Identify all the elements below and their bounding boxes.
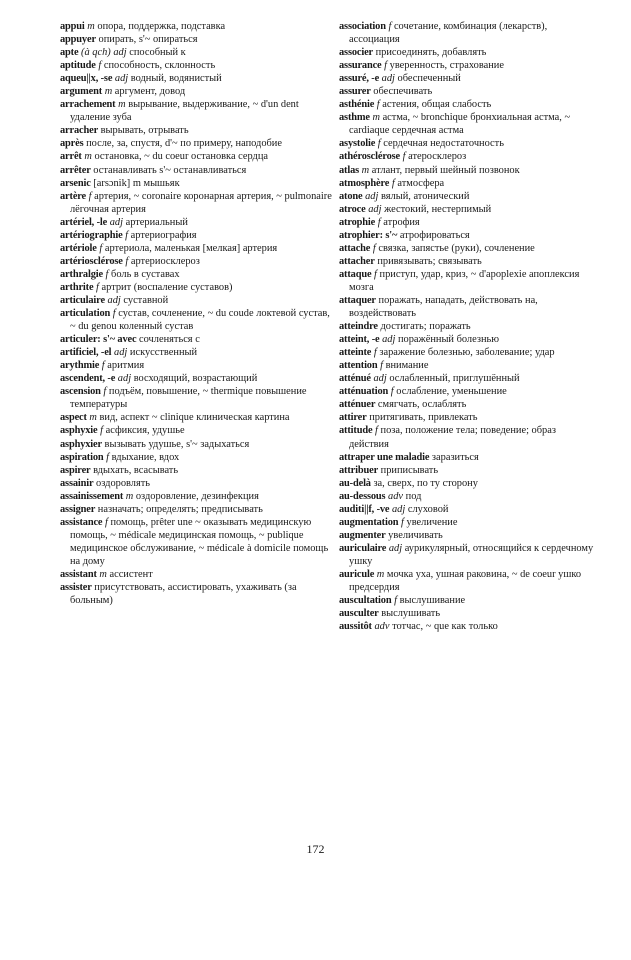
headword: au-delà [339, 477, 371, 489]
headword: artériographie [60, 229, 123, 241]
grammar-label: f [375, 216, 381, 228]
translation: ослабленный, приглушённый [386, 373, 520, 385]
headword: attaquer [339, 294, 376, 306]
translation: поражать, нападать, действовать на, воздействовать [349, 294, 538, 320]
headword: attacher [339, 255, 375, 267]
translation: уверенность, страхование [387, 60, 504, 72]
headword: argument [60, 86, 103, 98]
headword: arrachement [60, 99, 116, 111]
dictionary-entry [60, 281, 332, 294]
grammar-label: m [123, 490, 134, 502]
translation: выслушивать [378, 608, 441, 620]
grammar-label: m [102, 86, 113, 98]
dictionary-entry [339, 85, 595, 98]
grammar-label: adj [107, 216, 123, 228]
dictionary-entry [60, 124, 332, 137]
headword: arracher [60, 125, 99, 137]
grammar-label: adv [385, 490, 404, 502]
grammar-label: adj [389, 503, 406, 515]
translation: присутствовать, ассистировать, ухаживать (за больным) [70, 582, 297, 607]
dictionary-entry [60, 464, 332, 477]
translation: оздоровление, дезинфекция [133, 490, 259, 502]
headword: attention [339, 360, 378, 372]
dictionary-entry [339, 59, 595, 72]
page-number: 172 [306, 842, 325, 856]
headword: atteint, -e [339, 334, 380, 346]
headword: auricule [339, 568, 375, 580]
dictionary-entry [339, 242, 595, 255]
dictionary-entry [339, 111, 595, 137]
headword: au-dessous [339, 490, 386, 502]
headword: arrêt [60, 151, 82, 163]
dictionary-entry [339, 190, 595, 203]
dictionary-entry [60, 411, 332, 424]
translation: аритмия [104, 360, 145, 372]
headword: artériel, -le [60, 216, 108, 228]
grammar-label: f [122, 229, 129, 241]
translation: назначать; определять; предписывать [95, 503, 263, 515]
translation: атмосфера [394, 177, 445, 189]
dictionary-entry [339, 164, 595, 177]
dictionary-entry [60, 150, 332, 163]
headword: aspiration [60, 451, 104, 463]
dictionary-entry [339, 150, 595, 163]
dictionary-entry [60, 503, 332, 516]
translation: атрофия [380, 216, 420, 228]
right-column [339, 20, 595, 633]
translation: приписывать [378, 464, 439, 476]
translation: вырывать, отрывать [98, 125, 189, 137]
grammar-label: f [389, 177, 395, 189]
translation: вызывать удушье, s'~ задыхаться [101, 438, 250, 450]
translation: обеспечивать [370, 86, 433, 98]
translation: аргумент, довод [112, 86, 186, 98]
translation: опора, поддержка, подставка [94, 21, 226, 32]
translation: вырывание, выдерживание, ~ d'un dent удаление зуба [70, 99, 299, 124]
headword: atténué [339, 373, 371, 385]
translation: опирать, s'~ опираться [95, 34, 198, 46]
translation: сустав, сочленение, ~ du coude локтевой сустав, ~ du genou коленный сустав [70, 308, 330, 333]
dictionary-entry [339, 477, 595, 490]
dictionary-entry [60, 490, 332, 503]
dictionary-entry [339, 424, 595, 450]
translation: обеспеченный [394, 73, 461, 85]
grammar-label: adj [112, 73, 129, 85]
dictionary-entry [339, 542, 595, 568]
translation: под [403, 490, 422, 502]
headword: athérosclérose [339, 151, 400, 163]
grammar-label: m [115, 99, 126, 111]
translation: оздоровлять [93, 477, 151, 489]
headword: augmenter [339, 529, 386, 541]
headword: attirer [339, 412, 367, 424]
dictionary-entry [60, 307, 332, 333]
grammar-label: adj [370, 373, 387, 385]
headword: attache [339, 242, 371, 254]
translation: слуховой [405, 503, 449, 515]
dictionary-entry [60, 438, 332, 451]
headword: articulaire [60, 294, 105, 306]
headword: auriculaire [339, 542, 387, 554]
grammar-label: f [388, 386, 394, 398]
headword: associer [339, 47, 374, 59]
dictionary-entry [339, 20, 595, 46]
grammar-label: m [359, 164, 370, 176]
translation: за, сверх, по ту сторону [370, 477, 478, 489]
headword: augmentation [339, 516, 399, 528]
dictionary-entry [339, 385, 595, 398]
headword: atténuer [339, 399, 376, 411]
headword: atlas [339, 164, 360, 176]
dictionary-entry [60, 294, 332, 307]
dictionary-entry [339, 46, 595, 59]
dictionary-entry [339, 268, 595, 294]
translation: [arsɔnik] m мышьяк [90, 177, 180, 189]
headword: attraper une maladie [339, 451, 430, 463]
headword: articulation [60, 308, 111, 320]
grammar-label: f [398, 516, 404, 528]
headword: arythmie [60, 360, 100, 372]
dictionary-entry [60, 98, 332, 124]
dictionary-entry [339, 607, 595, 620]
headword: assister [60, 582, 92, 594]
translation: артериальный [122, 216, 188, 228]
dictionary-entry [60, 451, 332, 464]
grammar-label: f [371, 268, 377, 280]
grammar-label: f [375, 138, 381, 150]
translation: помощь, prêter une ~ оказывать медицинскую помощь, ~ médicale медицинская помощь, ~ publique медицинское обслуживание, ~ médicale à domicile помощь на дому [70, 516, 329, 567]
headword: appui [60, 21, 85, 32]
dictionary-entry [339, 255, 595, 268]
dictionary-entry [60, 477, 332, 490]
dictionary-entry [339, 333, 595, 346]
headword: atroce [339, 203, 366, 215]
translation: боль в суставах [108, 268, 180, 280]
grammar-label: m [86, 412, 97, 424]
headword: apte [60, 47, 79, 59]
translation: после, за, спустя, d'~ по примеру, наподобие [83, 138, 282, 150]
dictionary-entry [60, 177, 332, 190]
headword: artériole [60, 242, 97, 254]
translation: вид, аспект ~ clinique клиническая картина [96, 412, 290, 424]
headword: assurer [339, 86, 371, 98]
dictionary-entry [339, 529, 595, 542]
translation: заразиться [429, 451, 479, 463]
translation: связка, запястье (руки), сочленение [375, 242, 535, 254]
translation: поза, положение тела; поведение; образ действия [349, 425, 556, 450]
dictionary-entry [339, 594, 595, 607]
headword: attribuer [339, 464, 379, 476]
headword: atteinte [339, 347, 372, 359]
dictionary-entry [339, 451, 595, 464]
translation: способность, склонность [101, 60, 216, 72]
dictionary-entry [60, 46, 332, 59]
headword: après [60, 138, 84, 150]
grammar-label: m [369, 112, 380, 124]
dictionary-entry [60, 268, 332, 281]
translation: артрит (воспаление суставов) [98, 281, 233, 293]
headword: association [339, 21, 386, 32]
dictionary-entry [60, 164, 332, 177]
translation: подъём, повышение, ~ thermique повышение температуры [70, 386, 307, 411]
headword: arrêter [60, 164, 91, 176]
translation: артериола, маленькая [мелкая] артерия [102, 242, 278, 254]
grammar-label: f [374, 99, 380, 111]
headword: asphyxier [60, 438, 102, 450]
headword: asthénie [339, 99, 375, 111]
translation: останавливать s'~ останавливаться [90, 164, 247, 176]
dictionary-entry [339, 503, 595, 516]
grammar-label: f [86, 190, 92, 202]
translation: астма, ~ bronchique бронхиальная астма, ~ cardiaque сердечная астма [349, 112, 571, 137]
dictionary-entry [60, 359, 332, 372]
headword: ascendent, -e [60, 373, 116, 385]
dictionary-entry [60, 372, 332, 385]
headword: arsenic [60, 177, 91, 189]
translation: вдыхание, вдох [109, 451, 180, 463]
dictionary-entry [60, 20, 332, 33]
headword: assurance [339, 60, 382, 72]
translation: восходящий, возрастающий [131, 373, 258, 385]
translation: аурикулярный, относящийся к сердечному ушку [349, 542, 594, 567]
grammar-label: f [100, 386, 107, 398]
dictionary-entry [339, 516, 595, 529]
translation: увеличивать [385, 529, 443, 541]
dictionary-entry [60, 59, 332, 72]
dictionary-entry [60, 33, 332, 46]
translation: атлант, первый шейный позвонок [369, 164, 520, 176]
grammar-label: adj [362, 190, 379, 202]
headword: articuler: s'~ avec [60, 334, 137, 346]
translation: сочетание, комбинация (лекарств), ассоциация [349, 21, 548, 46]
translation: выслушивание [396, 595, 466, 607]
grammar-label: f [122, 255, 129, 267]
grammar-label: f [371, 347, 377, 359]
headword: atrophier: s'~ [339, 229, 398, 241]
translation: вдыхать, всасывать [90, 464, 179, 476]
dictionary-entry [60, 216, 332, 229]
headword: assigner [60, 503, 96, 515]
translation: атрофироваться [397, 229, 470, 241]
dictionary-entry [339, 294, 595, 320]
grammar-label: adj [365, 203, 382, 215]
grammar-label: f [95, 60, 102, 72]
headword: aptitude [60, 60, 96, 72]
dictionary-entry [60, 346, 332, 359]
headword: atténuation [339, 386, 389, 398]
dictionary-entry [60, 72, 332, 85]
headword: atmosphère [339, 177, 390, 189]
headword: assainissement [60, 490, 124, 502]
dictionary-entry [60, 229, 332, 242]
grammar-label: m [84, 21, 95, 32]
grammar-label: adj [115, 373, 132, 385]
headword: assainir [60, 477, 94, 489]
grammar-label: f [385, 21, 392, 32]
headword: atrophie [339, 216, 376, 228]
translation: асфиксия, удушье [103, 425, 185, 437]
headword: asthme [339, 112, 370, 124]
dictionary-entry [339, 98, 595, 111]
translation: способный к [126, 47, 186, 59]
grammar-label: f [391, 595, 397, 607]
headword: aspirer [60, 464, 91, 476]
grammar-label: f [400, 151, 406, 163]
translation: остановка, ~ du coeur остановка сердца [91, 151, 269, 163]
dictionary-entry [60, 242, 332, 255]
headword: ausculter [339, 608, 379, 620]
dictionary-entry [60, 333, 332, 346]
translation: увеличение [403, 516, 458, 528]
headword: attitude [339, 425, 373, 437]
translation: достигать; поражать [377, 321, 471, 333]
translation: приступ, удар, криз, ~ d'apoplexie апоплексия мозга [349, 268, 580, 293]
headword: appuyer [60, 34, 96, 46]
left-column [60, 20, 332, 607]
grammar-label: f [103, 451, 110, 463]
headword: atone [339, 190, 363, 202]
dictionary-entry [60, 568, 332, 581]
translation: сердечная недостаточность [380, 138, 504, 150]
grammar-label: f [102, 268, 109, 280]
translation: водный, водянистый [128, 73, 222, 85]
translation: заражение болезнью, заболевание; удар [376, 347, 555, 359]
translation: артерия, ~ coronaire коронарная артерия, ~ pulmonaire лёгочная артерия [70, 190, 332, 215]
grammar-label: adv [371, 621, 390, 633]
dictionary-entry [60, 516, 332, 568]
grammar-label: m [96, 568, 107, 580]
dictionary-entry [60, 190, 332, 216]
grammar-label: f [96, 242, 103, 254]
translation: притягивать, привлекать [366, 412, 478, 424]
dictionary-entry [339, 137, 595, 150]
dictionary-entry [339, 177, 595, 190]
dictionary-entry [339, 398, 595, 411]
translation: астения, общая слабость [379, 99, 492, 111]
headword: assuré, -e [339, 73, 380, 85]
grammar-label: adj [111, 347, 128, 359]
grammar-label: f [381, 60, 388, 72]
translation: ассистент [106, 568, 153, 580]
headword: artère [60, 190, 87, 202]
dictionary-entry [339, 372, 595, 385]
translation: вялый, атонический [378, 190, 470, 202]
translation: поражённый болезнью [395, 334, 500, 346]
dictionary-entry [339, 568, 595, 594]
grammar-label: m [374, 568, 385, 580]
grammar-label: adj [379, 73, 395, 85]
grammar-label: f [97, 425, 103, 437]
translation: присоединять, добавлять [373, 47, 487, 59]
headword: artériosclérose [60, 255, 123, 267]
grammar-label: f [110, 308, 116, 320]
dictionary-entry [339, 203, 595, 216]
grammar-label: f [102, 516, 108, 528]
grammar-label: f [99, 360, 105, 372]
translation: жестокий, нестерпимый [381, 203, 492, 215]
headword: asystolie [339, 138, 376, 150]
headword: artificiel, -el [60, 347, 112, 359]
translation: тотчас, ~ que как только [389, 621, 498, 633]
headword: arthrite [60, 281, 94, 293]
translation: суставной [120, 294, 169, 306]
translation: сочленяться с [136, 334, 200, 346]
headword: ascension [60, 386, 101, 398]
dictionary-entry [60, 255, 332, 268]
dictionary-entry [339, 346, 595, 359]
dictionary-entry [339, 216, 595, 229]
translation: артериография [128, 229, 197, 241]
grammar-label: f [377, 360, 383, 372]
dictionary-entry [339, 620, 595, 633]
dictionary-entry [339, 464, 595, 477]
headword: aspect [60, 412, 87, 424]
headword: atteindre [339, 321, 378, 333]
grammar-label: adj [379, 334, 396, 346]
translation: артериосклероз [128, 255, 200, 267]
headword: assistant [60, 568, 97, 580]
headword: aqueu||x, -se [60, 73, 113, 85]
translation: внимание [382, 360, 429, 372]
dictionary-entry [60, 424, 332, 437]
headword: auscultation [339, 595, 392, 607]
translation: ослабление, уменьшение [393, 386, 507, 398]
translation: привязывать; связывать [374, 255, 482, 267]
headword: arthralgie [60, 268, 103, 280]
grammar-label: f [93, 281, 99, 293]
dictionary-entry [339, 320, 595, 333]
headword: attaque [339, 268, 372, 280]
dictionary-entry [339, 490, 595, 503]
dictionary-entry [339, 359, 595, 372]
dictionary-entry [339, 72, 595, 85]
headword: asphyxie [60, 425, 98, 437]
grammar-label: m [81, 151, 92, 163]
headword: aussitôt [339, 621, 372, 633]
grammar-label: adj [104, 294, 121, 306]
dictionary-entry [339, 411, 595, 424]
grammar-label: f [370, 242, 376, 254]
dictionary-entry [60, 385, 332, 411]
dictionary-entry [60, 137, 332, 150]
headword: auditi||f, -ve [339, 503, 390, 515]
dictionary-entry [339, 229, 595, 242]
grammar-label: f [372, 425, 378, 437]
translation: искусственный [127, 347, 198, 359]
dictionary-entry [60, 85, 332, 98]
grammar-label: adj [386, 542, 403, 554]
dictionary-entry [60, 581, 332, 607]
headword: assistance [60, 516, 103, 528]
translation: атеросклероз [405, 151, 467, 163]
translation: смягчать, ослаблять [375, 399, 467, 411]
translation: мочка уха, ушная раковина, ~ de coeur ушко предсердия [349, 568, 582, 594]
grammar-label: (à qch) adj [78, 47, 127, 59]
